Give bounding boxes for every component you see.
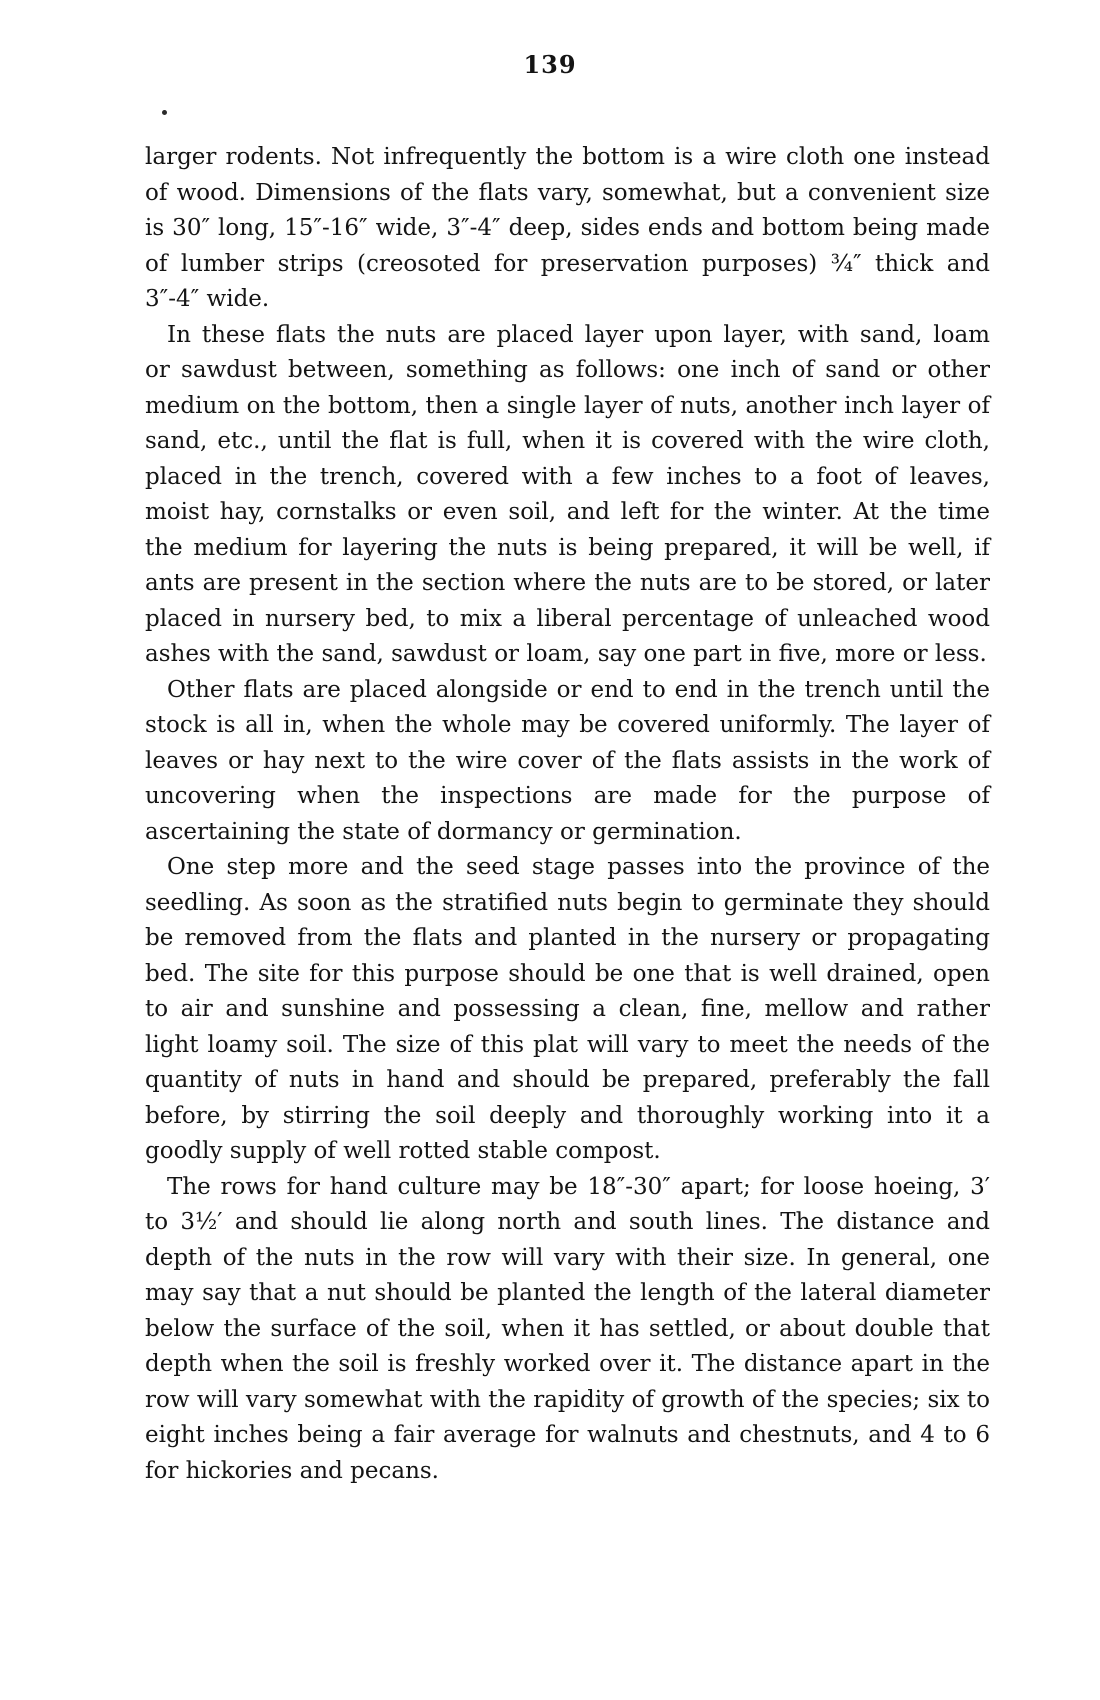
paragraph-3: Other flats are placed alongside or end to end in the trench until the stock is all in, when the whole may be covered uniformly. The layer of leaves or hay next to the wire cover of the flats assists in the work of uncovering when the inspections are made for the purpose of ascertaining the state of dormancy or germination. [145,676,990,845]
paragraph-4: One step more and the seed stage passes into the province of the seedling. As soon as the stratified nuts begin to germinate they should be removed from the flats and planted in the nursery or propagating bed. The site for this purpose should be one that is well drained, open to air and sunshine and possessing a clean, fine, mellow and rather light loamy soil. The size of this plat will vary to meet the needs of the quantity of nuts in hand and should be prepared, preferably the fall before, by stirring the soil deeply and thoroughly working into it a goodly supply of well rotted stable compost. [145,854,990,1164]
body-text [145,140,990,1489]
paragraph-5: The rows for hand culture may be 18″-30″ apart; for loose hoeing, 3′ to 3½′ and should lie along north and south lines. The distance and depth of the nuts in the row will vary with their size. In general, one may say that a nut should be planted the length of the lateral diameter below the surface of the soil, when it has settled, or about double that depth when the soil is freshly worked over it. The distance apart in the row will vary somewhat with the rapidity of growth of the species; six to eight inches being a fair average for walnuts and chestnuts, and 4 to 6 for hickories and pecans. [145,1173,990,1484]
page-number: 139 [523,50,577,79]
ink-speck [162,110,167,115]
paragraph-2: In these flats the nuts are placed layer upon layer, with sand, loam or sawdust between, something as follows: one inch of sand or other medium on the bottom, then a single layer of nuts, another inch layer of sand, etc., until the flat is full, when it is covered with the wire cloth, placed in the trench, covered with a few inches to a foot of leaves, moist hay, cornstalks or even soil, and left for the winter. At the time the medium for layering the nuts is being prepared, it will be well, if ants are present in the section where the nuts are to be stored, or later placed in nursery bed, to mix a liberal percentage of unleached wood ashes with the sand, sawdust or loam, say one part in five, more or less. [145,321,990,667]
paragraph-1: larger rodents. Not infrequently the bottom is a wire cloth one instead of wood. Dimensions of the flats vary, somewhat, but a convenient size is 30″ long, 15″-16″ wide, 3″-4″ deep, sides ends and bottom being made of lumber strips (creosoted for preservation purposes) ¾″ thick and 3″-4″ wide. [145,144,990,312]
